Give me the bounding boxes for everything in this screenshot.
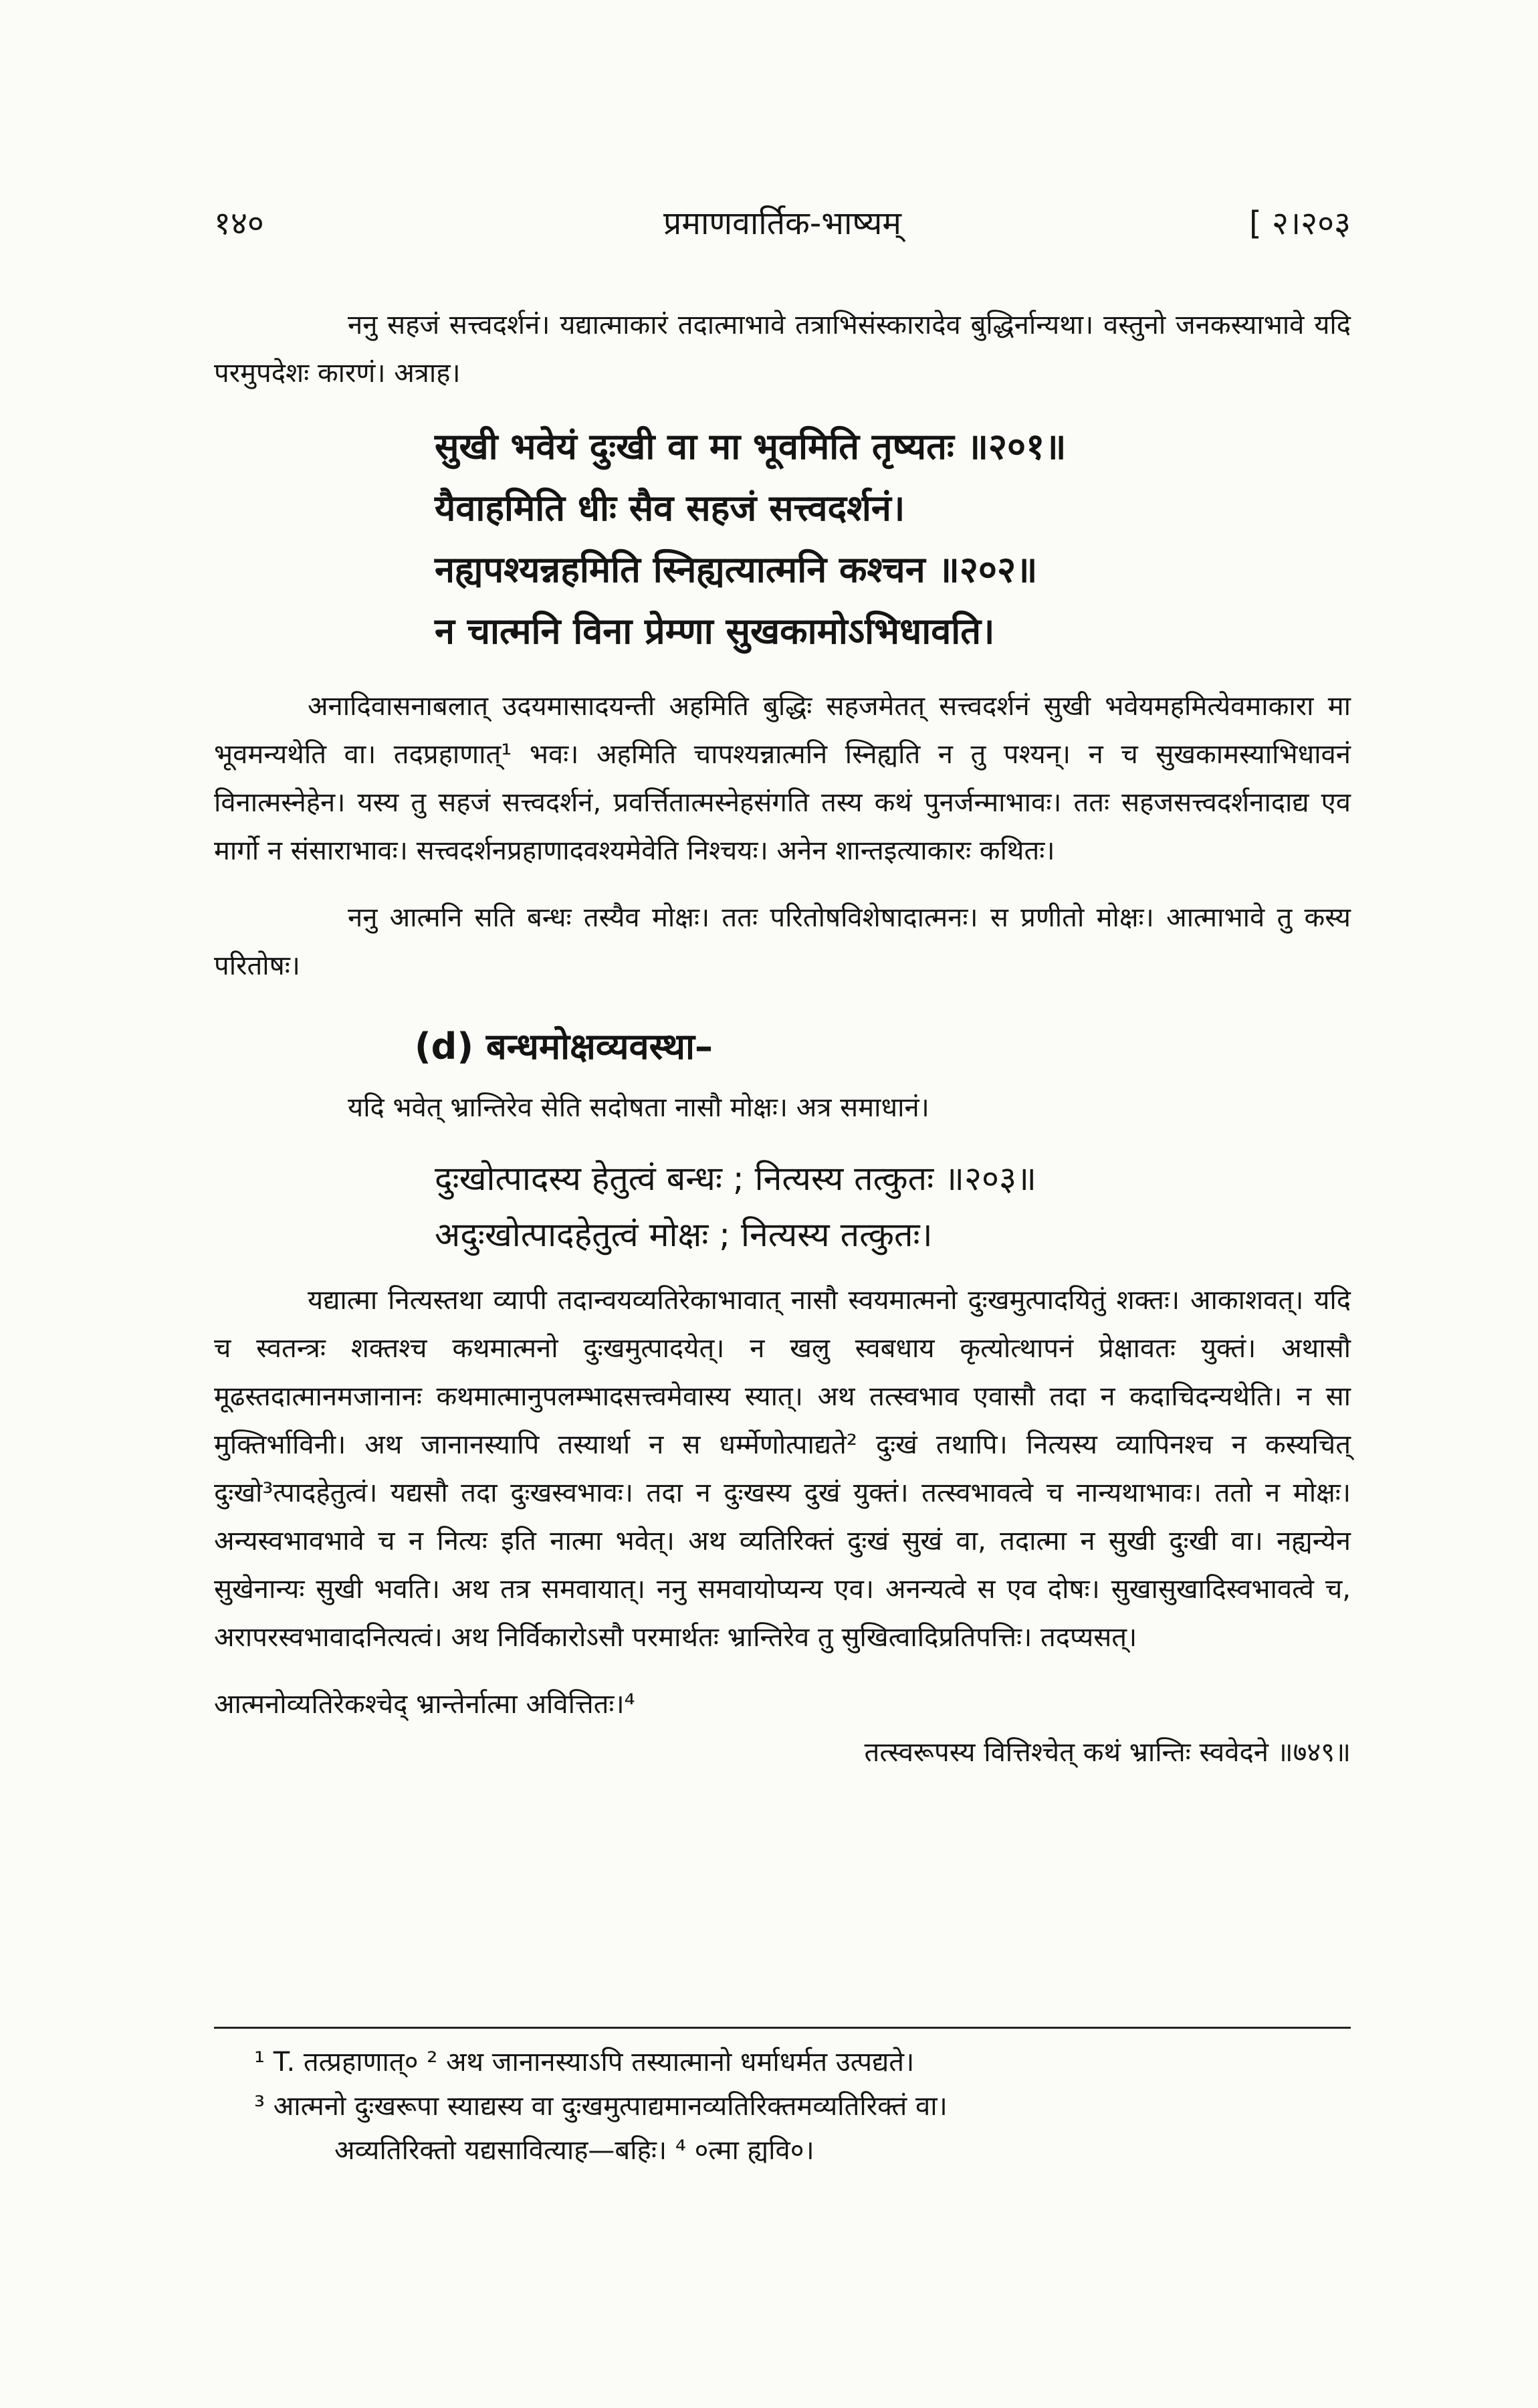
page-header <box>214 201 1351 261</box>
verse-201-202 <box>214 416 1351 662</box>
paragraph-intro: ननु सहजं सत्त्वदर्शनं। यद्यात्माकारं तदात्माभावे तत्राभिसंस्कारादेव बुद्धिर्नान्यथा। वस्तुनो जनकस्याभावे यदि परमुपदेशः कारणं। अत्राह। <box>214 310 1351 389</box>
quoted-verse: आत्मनोव्यतिरेकश्चेद् भ्रान्तेर्नात्मा अवित्तितः।⁴ <box>214 1689 635 1720</box>
commentary-paragraph: यद्यात्मा नित्यस्तथा व्यापी तदान्वयव्यतिरेकाभावात् नासौ स्वयमात्मनो दुःखमुत्पादयितुं शक्तः। आकाशवत्। यदि च स्वतन्त्रः शक्तश्च कथमात्मनो दुःखमुत्पादयेत्। न खलु स्वबधाय कृत्योत्थापनं प्रेक्षावतः युक्तं। अथासौ मूढस्तदात्मानमजानानः कथमात्मानुपलम्भादसत्त्वमेवास्य स्यात्। अथ तत्स्वभाव एवासौ तदा न कदाचिदन्यथेति। न सा मुक्तिर्भाविनी। अथ जानानस्यापि तस्यार्था न स धर्म्मेणोत्पाद्यते² दुःखं तथापि। नित्यस्य व्यापिनश्च न कस्यचित् दुःखो³त्पादहेतुत्वं। यद्यसौ तदा दुःखस्वभावः। तदा न दुःखस्य दुखं युक्तं। तत्स्वभावत्वे च नान्यथाभावः। ततो न मोक्षः। अन्यस्वभावभावे च न नित्यः इति नात्मा भवेत्। अथ व्यतिरिक्तं दुःखं सुखं वा, तदात्मा न सुखी दुःखी वा। नह्यन्येन सुखेनान्यः सुखी भवति। अथ तत्र समवायात्। ननु समवायोप्यन्य एव। अनन्यत्वे स एव दोषः। सुखासुखादिस्वभावत्वे च, अरापरस्वभावादनित्यत्वं। अथ निर्विकारोऽसौ परमार्थतः भ्रान्तिरेव तु सुखित्वादिप्रतिपत्तिः। तदप्यसत्। <box>214 1285 1351 1653</box>
verse-line: अदुःखोत्पादहेतुत्वं मोक्षः ; नित्यस्य तत्कुतः। <box>435 1215 933 1254</box>
section-heading: (d) बन्धमोक्षव्यवस्था– <box>415 1025 713 1068</box>
footnote-line: ¹ T. तत्प्रहाणात्० ² अथ जानानस्याऽपि तस्यात्मानो धर्माधर्मत उत्पद्यते। <box>254 2047 915 2078</box>
verse-line: नह्यपश्यन्नहमिति स्निह्यत्यात्मनि कश्चन ॥२०२॥ <box>435 548 1038 591</box>
main-text <box>214 301 1351 1777</box>
intro-paragraph: यदि भवेत् भ्रान्तिरेव सेति सदोषता नासौ मोक्षः। अत्र समाधानं। <box>348 1092 929 1123</box>
running-title: प्रमाणवार्तिक-भाष्यम् <box>663 205 901 242</box>
verse-line: दुःखोत्पादस्य हेतुत्वं बन्धः ; नित्यस्य तत्कुतः ॥२०३॥ <box>435 1159 1036 1198</box>
commentary-paragraph: ननु आत्मनि सति बन्धः तस्यैव मोक्षः। ततः परितोषविशेषादात्मनः। स प्रणीतो मोक्षः। आत्माभावे तु कस्य परितोषः। <box>214 902 1351 981</box>
section-reference: [ २।२०३ <box>1248 205 1351 242</box>
quoted-verse: तत्स्वरूपस्य वित्तिश्चेत् कथं भ्रान्तिः स्ववेदने ॥७४९॥ <box>864 1737 1351 1768</box>
page-number: १४० <box>214 205 264 242</box>
verse-203 <box>214 1150 1351 1263</box>
commentary-paragraph: अनादिवासनाबलात् उदयमासादयन्ती अहमिति बुद्धिः सहजमेतत् सत्त्वदर्शनं सुखी भवेयमहमित्येवमाकारा मा भूवमन्यथेति वा। तदप्रहाणात्¹ भवः। अहमिति चापश्यन्नात्मनि स्निह्यति न तु पश्यन्। न च सुखकामस्याभिधावनं विनात्मस्नेहेन। यस्य तु सहजं सत्त्वदर्शनं, प्रवर्त्तितात्मस्नेहसंगति तस्य कथं पुनर्जन्माभावः। ततः सहजसत्त्वदर्शनादाद्य एव मार्गो न संसाराभावः। सत्त्वदर्शनप्रहाणादवश्यमेवेति निश्चयः। अनेन शान्तइत्याकारः कथितः। <box>214 691 1351 866</box>
verse-line: सुखी भवेयं दुःखी वा मा भूवमिति तृष्यतः ॥२०१॥ <box>435 425 1067 468</box>
verse-line: न चात्मनि विना प्रेम्णा सुखकामोऽभिधावति। <box>435 610 995 652</box>
footnote-divider <box>214 2027 1351 2029</box>
footnote-line: अव्यतिरिक्तो यद्यसावित्याह—बहिः। ⁴ ०त्मा ह्यवि०। <box>334 2135 814 2166</box>
footnotes <box>254 2040 1337 2173</box>
verse-line: यैवाहमिति धीः सैव सहजं सत्त्वदर्शनं। <box>435 487 905 529</box>
footnote-line: ³ आत्मनो दुःखरूपा स्याद्यस्य वा दुःखमुत्पाद्यमानव्यतिरिक्तमव्यतिरिक्तं वा। <box>254 2091 948 2122</box>
